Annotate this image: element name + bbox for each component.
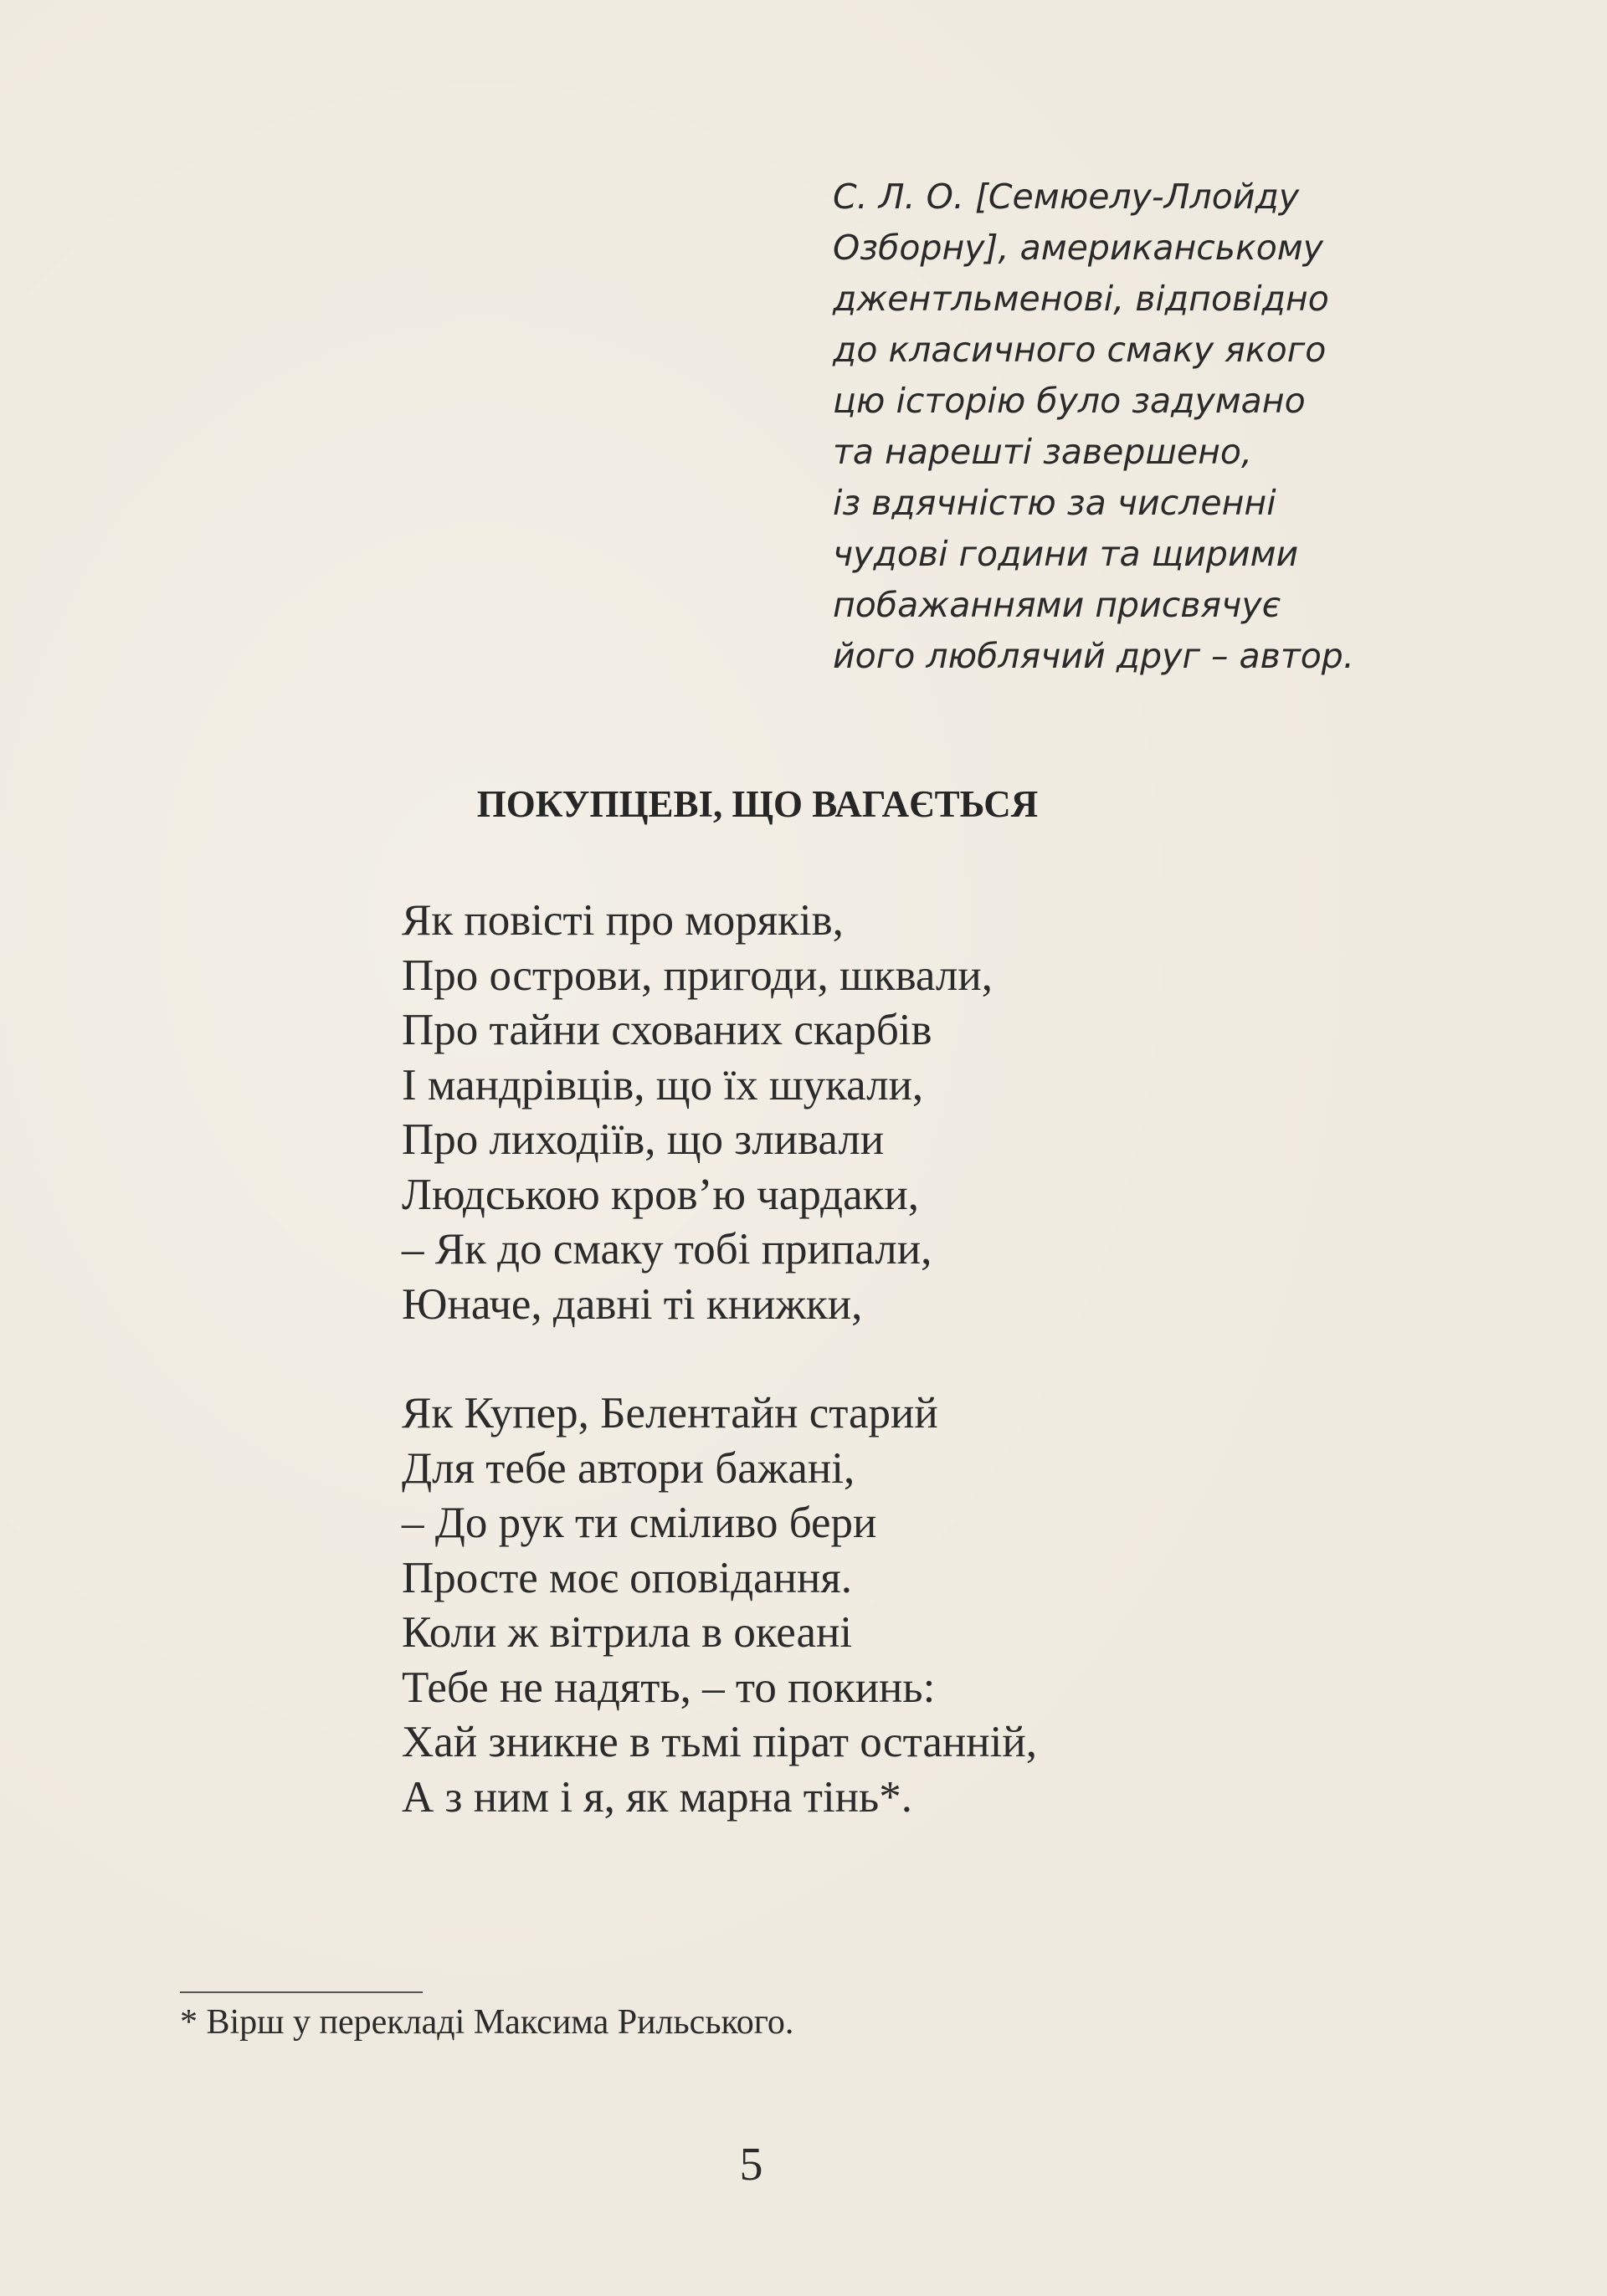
dedication-line: його люблячий друг – автор. (833, 636, 1354, 676)
poem-line: – До рук ти сміливо бери (402, 1499, 877, 1547)
footnote: * Вірш у перекладі Максима Рильського. (180, 2003, 794, 2042)
dedication-line: Озборну], американському (833, 228, 1323, 268)
poem-line: Для тебе автори бажані, (402, 1443, 855, 1493)
poem-line: Як повісті про моряків, (402, 896, 844, 945)
footnote-divider (180, 1991, 423, 1993)
dedication-line: до класичного смаку якого (833, 330, 1327, 370)
poem-line: А з ним і я, як марна тінь*. (402, 1772, 912, 1822)
poem-line: Юначе, давні ті книжки, (402, 1279, 863, 1329)
dedication-line: С. Л. О. [Семюелу-Ллойду (833, 177, 1300, 217)
stanza-2 (402, 1386, 1037, 1825)
dedication-line: побажаннями присвячує (833, 585, 1281, 625)
poem-line: Тебе не надять, – то покинь: (402, 1663, 936, 1712)
poem-line: – Як до смаку тобі припали, (402, 1225, 932, 1274)
poem-line: Про острови, пригоди, шквали, (402, 951, 993, 1000)
poem-line: Як Купер, Белентайн старий (402, 1389, 938, 1438)
dedication-line: чудові години та щирими (833, 534, 1299, 574)
dedication-line: із вдячністю за численні (833, 483, 1276, 523)
poem-line: Просте моє оповідання. (402, 1553, 853, 1602)
poem-line: Про лиходіїв, що зливали (402, 1115, 885, 1164)
dedication-line: цю історію було задумано (833, 381, 1306, 421)
poem-line: Про тайни схованих скарбів (402, 1006, 932, 1054)
dedication (833, 172, 1502, 682)
poem-title: ПОКУПЦЕВІ, ЩО ВАГАЄТЬСЯ (476, 783, 1039, 825)
page-number: 5 (739, 2139, 763, 2191)
poem-body (402, 894, 1037, 1879)
poem-line: Коли ж вітрила в океані (402, 1608, 853, 1657)
stanza-1 (402, 894, 1037, 1332)
poem-line: Людською кров’ю чардаки, (402, 1170, 920, 1219)
dedication-line: та нарешті завершено, (833, 432, 1253, 472)
dedication-line: джентльменові, відповідно (833, 279, 1329, 319)
poem-line: І мандрівців, що їх шукали, (402, 1060, 924, 1110)
poem-line: Хай зникне в тьмі пірат останній, (402, 1718, 1037, 1766)
